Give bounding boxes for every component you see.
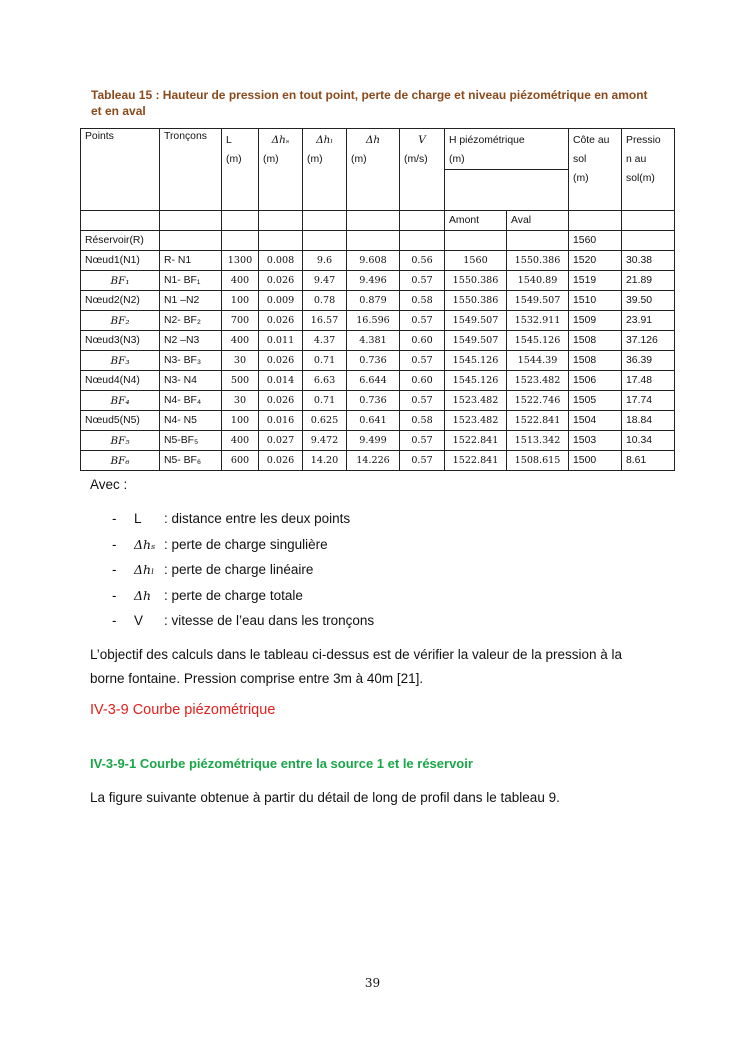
legend-item	[112, 587, 374, 613]
legend-dash: -	[112, 536, 117, 552]
legend-text: : perte de charge totale	[164, 587, 303, 603]
cell-dhs: 0.009	[259, 291, 303, 311]
table-row	[81, 251, 675, 271]
cell-L: 400	[222, 331, 259, 351]
cell-dh: 4.381	[347, 331, 400, 351]
header-blank	[81, 211, 160, 231]
cell-dh: 0.736	[347, 391, 400, 411]
cell-cote: 1508	[569, 351, 622, 371]
cell-aval: 1508.615	[507, 451, 569, 471]
cell-amont: 1560	[445, 251, 507, 271]
header-troncons: Tronçons	[160, 129, 222, 211]
cell-dh: 0.736	[347, 351, 400, 371]
cell-amont: 1549.507	[445, 311, 507, 331]
header-row	[81, 129, 675, 170]
cell-point: Nœud3(N3)	[81, 331, 160, 351]
header-pression-sol: Pressio n au sol(m)	[622, 129, 675, 211]
legend-text: : perte de charge linéaire	[164, 562, 314, 577]
table-row	[81, 231, 675, 251]
cell-aval: 1549.507	[507, 291, 569, 311]
header-dh: Δh (m)	[347, 129, 400, 211]
legend-item	[112, 536, 374, 562]
table-row	[81, 331, 675, 351]
cell-amont	[445, 231, 507, 251]
cell-dh: 9.496	[347, 271, 400, 291]
header-cote-sol: Côte au sol (m)	[569, 129, 622, 211]
figure-text: La figure suivante obtenue à partir du détail de long de profil dans le tableau 9.	[90, 790, 560, 805]
cell-aval	[507, 231, 569, 251]
cell-dhs: 0.027	[259, 431, 303, 451]
legend-item	[112, 612, 374, 638]
table-row	[81, 311, 675, 331]
cell-dhs: 0.014	[259, 371, 303, 391]
cell-L	[222, 231, 259, 251]
cell-L: 400	[222, 271, 259, 291]
header-blank	[347, 211, 400, 231]
cell-V: 0.57	[400, 311, 445, 331]
legend-dash: -	[112, 587, 117, 603]
cell-dh: 6.644	[347, 371, 400, 391]
cell-troncon: N3- BF₃	[160, 351, 222, 371]
cell-troncon: N2 –N3	[160, 331, 222, 351]
cell-V: 0.58	[400, 411, 445, 431]
cell-troncon: N2- BF₂	[160, 311, 222, 331]
table-row	[81, 451, 675, 471]
cell-troncon: N4- BF₄	[160, 391, 222, 411]
cell-pression: 18.84	[622, 411, 675, 431]
cell-amont: 1522.841	[445, 431, 507, 451]
cell-amont: 1523.482	[445, 391, 507, 411]
cell-dhs	[259, 231, 303, 251]
cell-cote: 1503	[569, 431, 622, 451]
legend-symbol: Δhₗ	[134, 562, 155, 577]
cell-dhl: 14.20	[303, 451, 347, 471]
cell-dhs: 0.026	[259, 351, 303, 371]
cell-amont: 1545.126	[445, 371, 507, 391]
avec-label: Avec :	[90, 477, 128, 492]
header-blank	[160, 211, 222, 231]
cell-dh: 9.608	[347, 251, 400, 271]
cell-troncon	[160, 231, 222, 251]
legend-dash: -	[112, 562, 117, 577]
legend-symbol: L	[134, 511, 142, 526]
cell-L: 700	[222, 311, 259, 331]
header-blank	[259, 211, 303, 231]
cell-point: Nœud5(N5)	[81, 411, 160, 431]
cell-amont: 1522.841	[445, 451, 507, 471]
cell-L: 30	[222, 351, 259, 371]
cell-cote: 1509	[569, 311, 622, 331]
cell-cote: 1560	[569, 231, 622, 251]
cell-troncon: N4- N5	[160, 411, 222, 431]
cell-troncon: N1- BF₁	[160, 271, 222, 291]
cell-cote: 1506	[569, 371, 622, 391]
legend-text: : vitesse de l’eau dans les tronçons	[164, 613, 375, 628]
cell-dhs: 0.026	[259, 311, 303, 331]
cell-amont: 1550.386	[445, 291, 507, 311]
cell-dhl: 9.47	[303, 271, 347, 291]
cell-dhs: 0.026	[259, 391, 303, 411]
table-row	[81, 371, 675, 391]
cell-troncon: N5-BF₅	[160, 431, 222, 451]
cell-V: 0.57	[400, 431, 445, 451]
cell-V: 0.56	[400, 251, 445, 271]
cell-pression: 17.74	[622, 391, 675, 411]
cell-cote: 1520	[569, 251, 622, 271]
cell-V: 0.60	[400, 331, 445, 351]
cell-pression: 21.89	[622, 271, 675, 291]
header-points: Points	[81, 129, 160, 211]
cell-dhl: 9.6	[303, 251, 347, 271]
cell-L: 400	[222, 431, 259, 451]
legend-item	[112, 510, 374, 536]
cell-troncon: N5- BF₆	[160, 451, 222, 471]
cell-dhl: 0.71	[303, 391, 347, 411]
page-number: 39	[364, 976, 381, 990]
cell-L: 600	[222, 451, 259, 471]
table-caption: Tableau 15 : Hauteur de pression en tout point, perte de charge et niveau piézométrique en amont et en aval	[91, 88, 648, 118]
header-aval: Aval	[507, 211, 569, 231]
cell-pression: 10.34	[622, 431, 675, 451]
legend-symbol: Δh	[134, 587, 152, 603]
table-row	[81, 431, 675, 451]
cell-point: BF₁	[81, 271, 160, 291]
data-table	[80, 128, 675, 471]
cell-V: 0.58	[400, 291, 445, 311]
cell-cote: 1500	[569, 451, 622, 471]
cell-troncon: N3- N4	[160, 371, 222, 391]
cell-dh: 14.226	[347, 451, 400, 471]
cell-point: BF₆	[81, 451, 160, 471]
cell-L: 100	[222, 411, 259, 431]
cell-pression	[622, 231, 675, 251]
cell-point: BF₃	[81, 351, 160, 371]
cell-dhl: 6.63	[303, 371, 347, 391]
legend-item	[112, 561, 374, 587]
cell-aval: 1523.482	[507, 371, 569, 391]
cell-troncon: R- N1	[160, 251, 222, 271]
cell-V: 0.57	[400, 351, 445, 371]
cell-dh: 16.596	[347, 311, 400, 331]
legend-symbol: V	[134, 613, 144, 628]
cell-aval: 1540.89	[507, 271, 569, 291]
cell-dh: 0.641	[347, 411, 400, 431]
cell-L: 30	[222, 391, 259, 411]
header-h-piezo: H piézométrique (m)	[445, 129, 569, 170]
cell-aval: 1544.39	[507, 351, 569, 371]
cell-dhs: 0.016	[259, 411, 303, 431]
cell-dhl: 0.71	[303, 351, 347, 371]
cell-cote: 1510	[569, 291, 622, 311]
cell-L: 500	[222, 371, 259, 391]
header-blank	[400, 211, 445, 231]
cell-dhl: 4.37	[303, 331, 347, 351]
cell-aval: 1550.386	[507, 251, 569, 271]
header-blank	[303, 211, 347, 231]
cell-V: 0.57	[400, 271, 445, 291]
cell-troncon: N1 –N2	[160, 291, 222, 311]
cell-dhl: 9.472	[303, 431, 347, 451]
cell-point: Nœud4(N4)	[81, 371, 160, 391]
cell-dh: 0.879	[347, 291, 400, 311]
cell-dhl	[303, 231, 347, 251]
cell-cote: 1519	[569, 271, 622, 291]
cell-dhl: 0.625	[303, 411, 347, 431]
cell-point: Nœud2(N2)	[81, 291, 160, 311]
cell-L: 1300	[222, 251, 259, 271]
header-blank	[222, 211, 259, 231]
table-row	[81, 291, 675, 311]
cell-aval: 1522.841	[507, 411, 569, 431]
cell-pression: 17.48	[622, 371, 675, 391]
cell-aval: 1522.746	[507, 391, 569, 411]
header-dhl: Δhₗ (m)	[303, 129, 347, 211]
table-row	[81, 351, 675, 371]
table-row	[81, 391, 675, 411]
cell-V: 0.60	[400, 371, 445, 391]
legend-dash: -	[112, 511, 117, 526]
cell-pression: 36.39	[622, 351, 675, 371]
cell-V: 0.57	[400, 451, 445, 471]
cell-pression: 30.38	[622, 251, 675, 271]
legend-dash: -	[112, 613, 117, 628]
header-h-piezo-blank	[445, 170, 569, 211]
cell-point: Nœud1(N1)	[81, 251, 160, 271]
cell-amont: 1550.386	[445, 271, 507, 291]
cell-amont: 1549.507	[445, 331, 507, 351]
cell-dhs: 0.008	[259, 251, 303, 271]
section-title: IV-3-9 Courbe piézométrique	[90, 702, 276, 718]
cell-cote: 1505	[569, 391, 622, 411]
cell-dhl: 16.57	[303, 311, 347, 331]
objective-paragraph: L’objectif des calculs dans le tableau ci-dessus est de vérifier la valeur de la pression à la borne fontaine. Pression comprise entre 3m à 40m [21].	[90, 647, 623, 686]
cell-dh: 9.499	[347, 431, 400, 451]
cell-dhs: 0.026	[259, 271, 303, 291]
cell-L: 100	[222, 291, 259, 311]
header-dhs: Δhₛ (m)	[259, 129, 303, 211]
cell-amont: 1545.126	[445, 351, 507, 371]
legend-list	[112, 510, 374, 638]
legend-symbol: Δhₛ	[134, 536, 156, 552]
cell-pression: 23.91	[622, 311, 675, 331]
cell-V	[400, 231, 445, 251]
cell-V: 0.57	[400, 391, 445, 411]
cell-cote: 1504	[569, 411, 622, 431]
cell-cote: 1508	[569, 331, 622, 351]
cell-pression: 37.126	[622, 331, 675, 351]
cell-dhs: 0.011	[259, 331, 303, 351]
cell-dhl: 0.78	[303, 291, 347, 311]
header-length: L (m)	[222, 129, 259, 211]
cell-aval: 1545.126	[507, 331, 569, 351]
header-amont: Amont	[445, 211, 507, 231]
cell-aval: 1513.342	[507, 431, 569, 451]
cell-dh	[347, 231, 400, 251]
cell-aval: 1532.911	[507, 311, 569, 331]
table-row	[81, 271, 675, 291]
header-blank	[622, 211, 675, 231]
cell-point: Réservoir(R)	[81, 231, 160, 251]
cell-amont: 1523.482	[445, 411, 507, 431]
header-velocity: V (m/s)	[400, 129, 445, 211]
cell-point: BF₄	[81, 391, 160, 411]
legend-text: : distance entre les deux points	[164, 511, 351, 526]
cell-pression: 8.61	[622, 451, 675, 471]
cell-point: BF₂	[81, 311, 160, 331]
header-blank	[569, 211, 622, 231]
table-row	[81, 411, 675, 431]
cell-dhs: 0.026	[259, 451, 303, 471]
cell-pression: 39.50	[622, 291, 675, 311]
cell-point: BF₅	[81, 431, 160, 451]
legend-text: : perte de charge singulière	[164, 536, 328, 552]
subsection-title: IV-3-9-1 Courbe piézométrique entre la source 1 et le réservoir	[90, 756, 473, 771]
header-subrow	[81, 211, 675, 231]
